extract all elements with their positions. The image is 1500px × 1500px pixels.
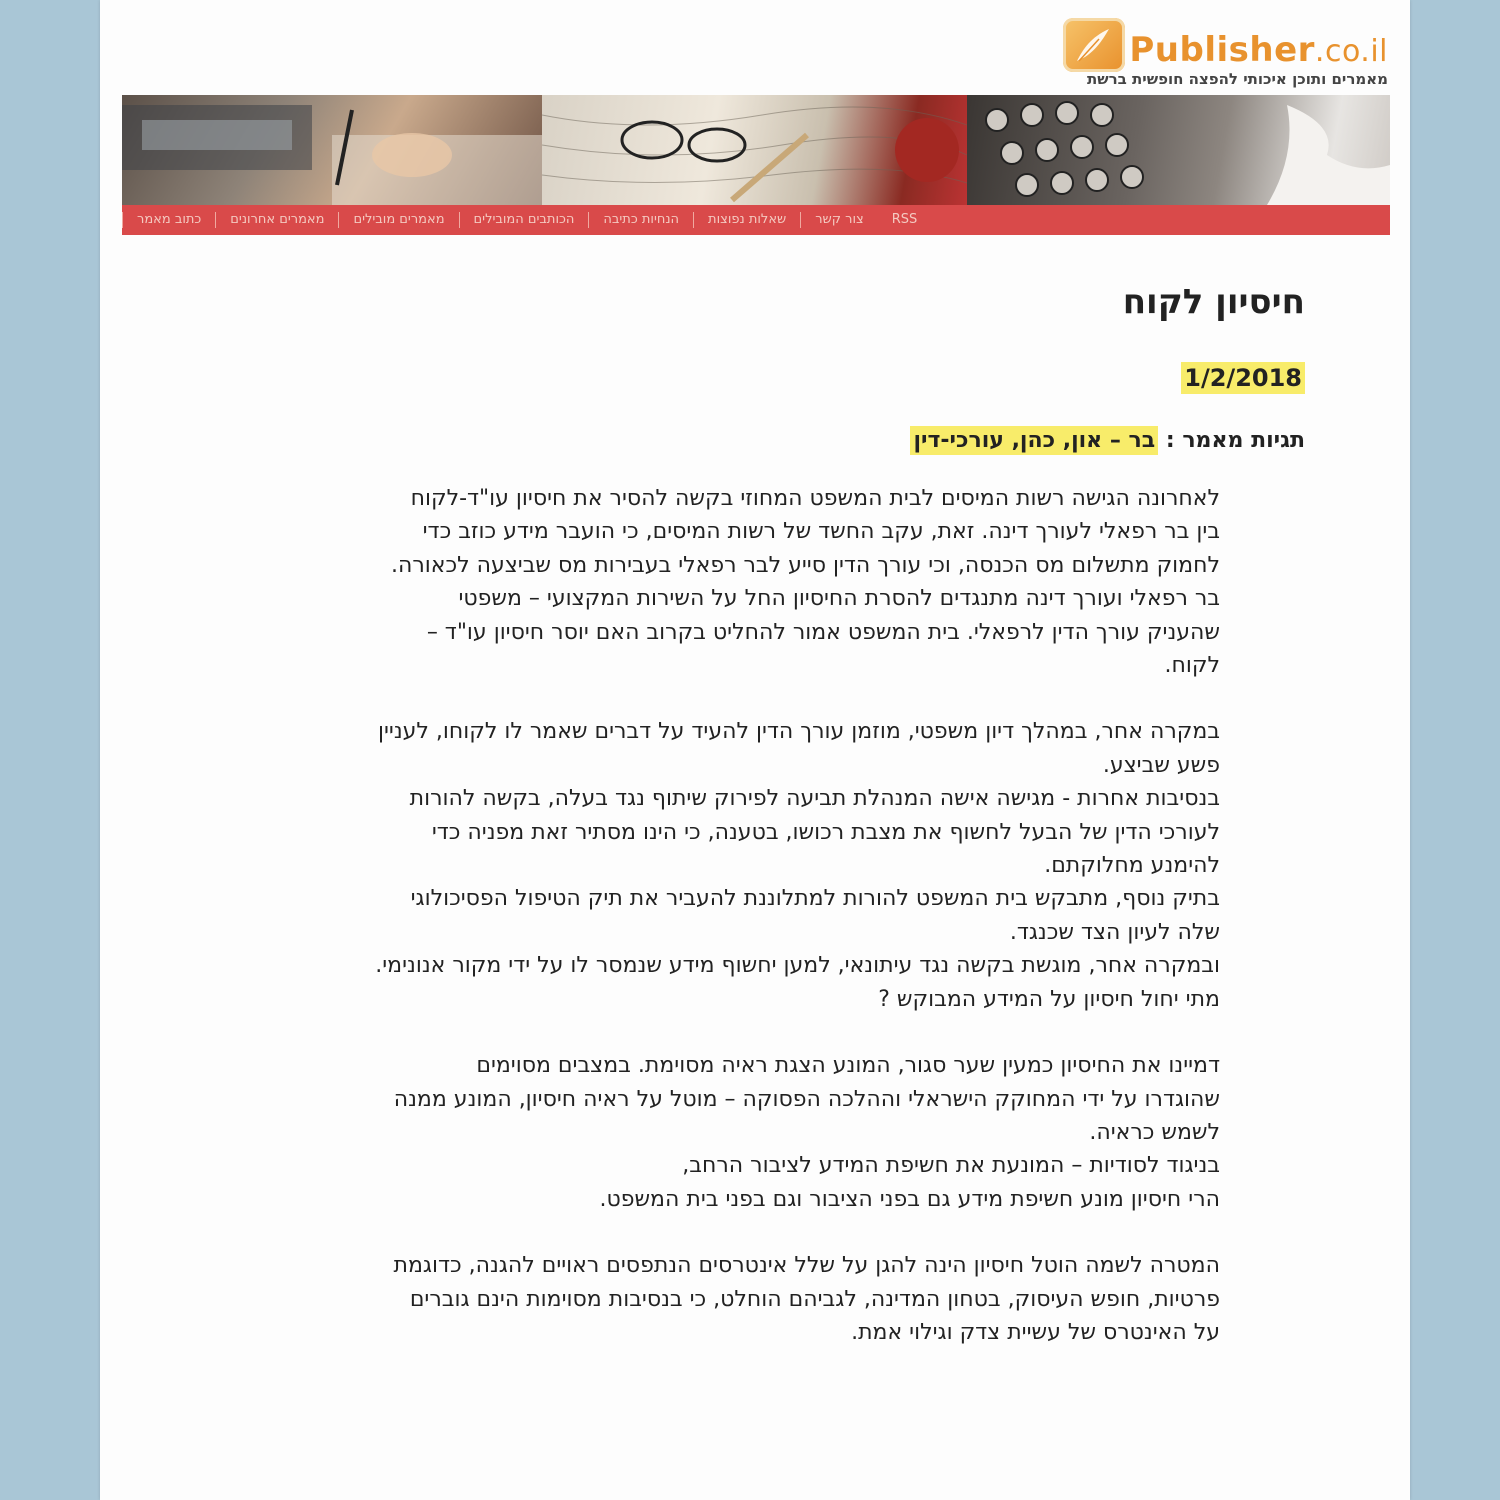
text-line: הרי חיסיון מונע חשיפת מידע גם בפני הציבור וגם בפני בית המשפט. [599, 1186, 1220, 1212]
text-line: במקרה אחר, במהלך דיון משפטי, מוזמן עורך הדין להעיד על דברים שאמר לו לקוחו, לעניין [377, 719, 1220, 745]
nav-top-articles[interactable]: מאמרים מובילים [338, 212, 458, 228]
nav-contact[interactable]: צור קשר [800, 212, 878, 228]
text-line: לעורכי הדין של הבעל לחשוף את מצבת רכושו, בטענה, כי הינו מסתיר זאת מפניה כדי [431, 819, 1220, 845]
text-line: בין בר רפאלי לעורך דינה. זאת, עקב החשד של רשות המיסים, כי הועבר מידע כוזב כדי [422, 519, 1220, 545]
banner-photo-writing [122, 95, 542, 205]
header-banner [122, 95, 1390, 205]
text-line: על האינטרס של עשיית צדק וגילוי אמת. [851, 1319, 1220, 1345]
article-body [300, 482, 1220, 1382]
text-line: שהוגדרו על ידי המחוקק הישראלי וההלכה הפסוקה – מוטל על ראיה חיסיון, המונע ממנה [393, 1086, 1220, 1112]
text-line: בתיק נוסף, מתבקש בית המשפט להורות למתלוננת להעביר את תיק הטיפול הפסיכולוגי [410, 886, 1220, 912]
nav-rss[interactable]: RSS [891, 212, 918, 227]
nav-writing-guidelines[interactable]: הנחיות כתיבה [588, 212, 693, 228]
text-line: שלה לעיון הצד שכנגד. [1009, 919, 1220, 945]
text-line: שהעניק עורך הדין לרפאלי. בית המשפט אמור להחליט בקרוב האם יוסר חיסיון עו"ד – [426, 619, 1220, 645]
paragraph-1 [300, 482, 1220, 682]
text-line: ובמקרה אחר, מוגשת בקשה נגד עיתונאי, למען יחשוף מידע שנמסר לו על ידי מקור אנונימי. [375, 953, 1220, 979]
text-line: בניגוד לסודיות – המונעת את חשיפת המידע לציבור הרחב, [682, 1153, 1220, 1179]
nav-top-writers[interactable]: הכותבים המובילים [459, 212, 589, 228]
article-tags [910, 428, 1305, 453]
text-line: בנסיבות אחרות - מגישה אישה המנהלת תביעה לפירוק שיתוף נגד בעלה, בקשה להורות [409, 786, 1220, 812]
text-line: לאחרונה הגישה רשות המיסים לבית המשפט המחוזי בקשה להסיר את חיסיון עו"ד-לקוח [410, 486, 1220, 511]
site-logo[interactable] [1063, 12, 1388, 72]
text-line: בר רפאלי ועורך דינה מתנגדים להסרת החיסיון החל על השירות המקצועי – משפטי [458, 586, 1220, 612]
paragraph-3 [300, 1049, 1220, 1216]
text-line: פשע שביצע. [1102, 752, 1220, 778]
paragraph-2 [300, 715, 1220, 1016]
logo-wordmark: Publisher.co.il [1129, 30, 1388, 70]
nav-latest-articles[interactable]: מאמרים אחרונים [215, 212, 338, 228]
article-date: 1/2/2018 [1181, 362, 1305, 394]
text-line: פרטיות, חופש העיסוק, בטחון המדינה, לגביהם הוחלט, כי בנסיבות מסוימות הינם גוברים [409, 1286, 1220, 1312]
text-line: מתי יחול חיסיון על המידע המבוקש ? [878, 986, 1220, 1012]
text-line: לקוח. [1164, 653, 1220, 679]
text-line: המטרה לשמה הוטל חיסיון הינה להגן על שלל אינטרסים הנתפסים ראויים להגנה, כדוגמת [393, 1253, 1220, 1279]
paragraph-4 [300, 1249, 1220, 1349]
banner-photo-letter [542, 95, 967, 205]
banner-photo-typewriter [967, 95, 1390, 205]
nav-write-article[interactable]: כתוב מאמר [122, 212, 215, 228]
text-line: לחמוק מתשלום מס הכנסה, וכי עורך הדין סייע לבר רפאלי בעבירות מס שביצעה לכאורה. [390, 552, 1220, 578]
article-page [100, 0, 1410, 1500]
article-title: חיסיון לקוח [1122, 282, 1305, 322]
text-line: דמיינו את החיסיון כמעין שער סגור, המונע הצגת ראיה מסוימת. במצבים מסוימים [476, 1053, 1220, 1079]
text-line: להימנע מחלוקתם. [1044, 853, 1220, 879]
text-line: לשמש כראיה. [1089, 1119, 1220, 1145]
quill-logo-icon [1063, 18, 1125, 72]
tags-value[interactable]: בר – און, כהן, עורכי-דין [910, 426, 1158, 455]
site-tagline: מאמרים ותוכן איכותי להפצה חופשית ברשת [1087, 70, 1388, 88]
main-nav [122, 205, 1390, 235]
nav-faq[interactable]: שאלות נפוצות [693, 212, 800, 228]
tags-label: תגיות מאמר : [1165, 428, 1305, 453]
